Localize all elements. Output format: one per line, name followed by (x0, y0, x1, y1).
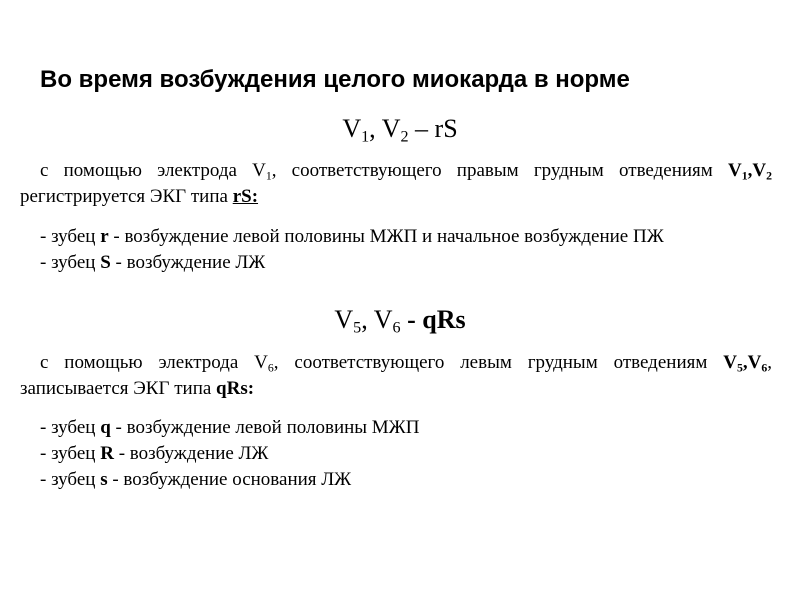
section2-para-lead-b-sub: 6 (761, 361, 768, 375)
section2-para-lead-b: V (747, 352, 762, 373)
item-desc: - возбуждение левой половины МЖП и начальное возбуждение ПЖ (108, 226, 664, 247)
section1-heading (0, 114, 800, 144)
section2-para-text1: с помощью электрода V (40, 352, 268, 373)
section2-item-r (40, 441, 268, 467)
item-prefix: - зубец (40, 443, 101, 464)
section1-item-s (40, 250, 265, 276)
section2-item-s (40, 467, 351, 493)
section1-heading-sep: , (369, 114, 382, 143)
section1-heading-lead-a: V (342, 114, 362, 143)
section1-paragraph (20, 158, 772, 210)
section2-heading-lead-a: V (334, 305, 354, 334)
item-wave: r (100, 226, 109, 247)
section1-heading-suffix: – rS (408, 114, 458, 143)
section2-heading-lead-b-sub: 6 (392, 319, 401, 337)
item-wave: S (100, 252, 111, 273)
section1-para-sub1: 1 (265, 169, 272, 183)
section2-item-q (40, 415, 419, 441)
section1-heading-lead-b: V (381, 114, 401, 143)
section2-para-text3: , записывается ЭКГ типа (20, 352, 772, 399)
section1-ecg-type: rS: (232, 186, 259, 207)
section2-para-lead-sep: , (742, 352, 748, 373)
item-desc: - возбуждение ЛЖ (113, 443, 269, 464)
item-wave: q (100, 417, 111, 438)
section2-para-text2: , соответствующего левым грудным отведениям (273, 352, 724, 373)
section2-para-lead-a-sub: 5 (736, 361, 743, 375)
section1-para-lead-sep: , (747, 160, 753, 181)
item-desc: - возбуждение основания ЛЖ (107, 469, 352, 490)
item-wave: R (100, 443, 114, 464)
section1-heading-lead-b-sub: 2 (400, 128, 409, 146)
section1-para-text3: регистрируется ЭКГ типа (20, 186, 233, 207)
section1-para-lead-a-sub: 1 (741, 169, 748, 183)
section1-item-r (40, 224, 664, 250)
item-prefix: - зубец (40, 252, 101, 273)
section1-para-text1: с помощью электрода V (40, 160, 266, 181)
section1-para-text2: , соответствующего правым грудным отведениям (271, 160, 728, 181)
section1-para-lead-b: V (752, 160, 767, 181)
section2-heading-lead-b: V (373, 305, 393, 334)
section1-heading-lead-a-sub: 1 (361, 128, 370, 146)
section2-para-lead-a: V (723, 352, 737, 373)
item-prefix: - зубец (40, 226, 101, 247)
item-desc: - возбуждение левой половины МЖП (110, 417, 420, 438)
item-prefix: - зубец (40, 417, 101, 438)
section1-para-lead-b-sub: 2 (766, 169, 772, 183)
section2-heading (0, 305, 800, 335)
section2-ecg-type: qRs: (216, 378, 255, 399)
section2-para-sub1: 6 (267, 361, 274, 375)
section2-heading-sep: , (361, 305, 374, 334)
slide-title: Во время возбуждения целого миокарда в норме (40, 66, 630, 93)
item-desc: - возбуждение ЛЖ (110, 252, 266, 273)
item-prefix: - зубец (40, 469, 101, 490)
section2-heading-suffix: - qRs (400, 305, 466, 334)
section2-heading-lead-a-sub: 5 (353, 319, 362, 337)
item-wave: s (100, 469, 108, 490)
section2-paragraph (20, 350, 772, 402)
section1-para-lead-a: V (728, 160, 742, 181)
